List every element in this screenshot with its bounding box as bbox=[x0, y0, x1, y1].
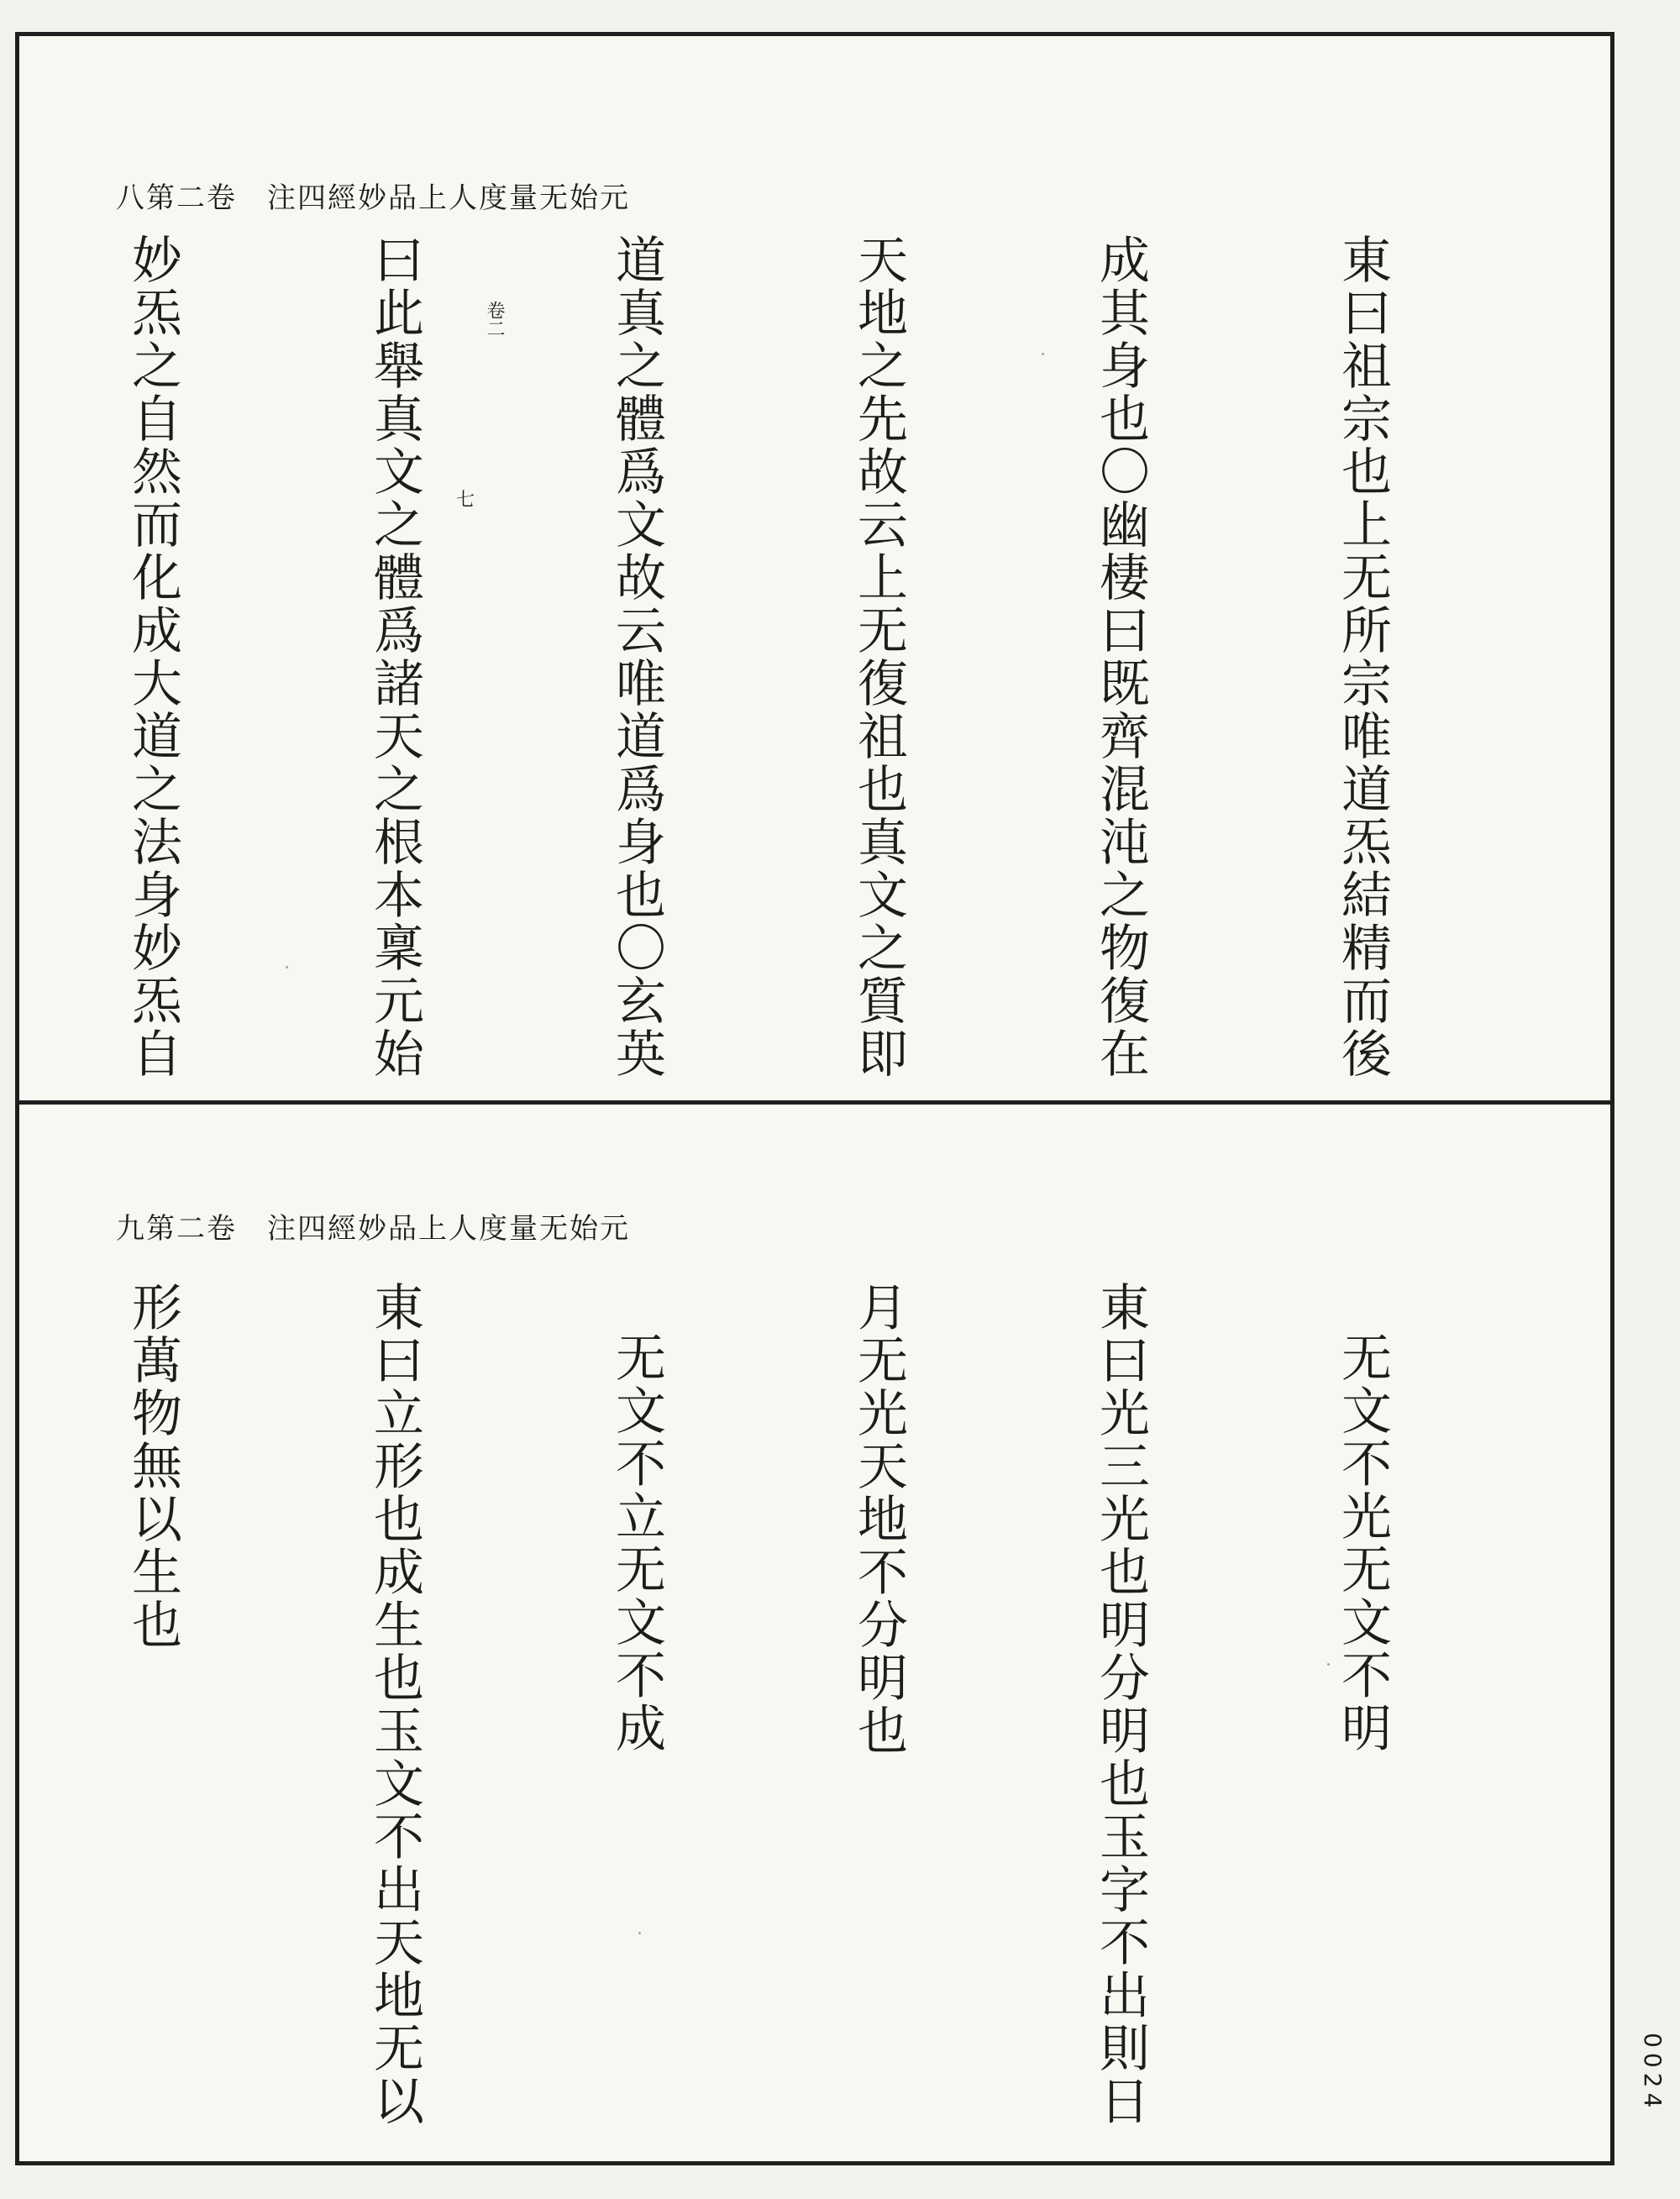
scan-speck bbox=[638, 1932, 641, 1934]
text-column: 月无光天地不分明也 bbox=[849, 1281, 908, 1757]
upper-page bbox=[15, 32, 1614, 1100]
scripture-verse: 无文不立无文不成 bbox=[607, 1331, 666, 1755]
page-number: 0024 bbox=[1639, 2033, 1667, 2113]
page-header: 元始无量度人上品妙經四注 卷二第八 bbox=[116, 181, 630, 215]
scan-speck bbox=[1042, 353, 1044, 355]
marginal-note: 七 bbox=[456, 490, 475, 511]
scan-speck bbox=[1327, 1663, 1330, 1666]
page-header: 元始无量度人上品妙經四注 卷二第九 bbox=[116, 1212, 630, 1246]
text-column: 成其身也〇幽棲曰既齊混沌之物復在 bbox=[1091, 234, 1150, 1080]
text-column: 妙炁之自然而化成大道之法身妙炁自 bbox=[123, 234, 182, 1080]
text-column: 形萬物無以生也 bbox=[123, 1281, 182, 1651]
vertical-text-block bbox=[66, 234, 1564, 1080]
scan-speck bbox=[286, 966, 288, 968]
text-column: 天地之先故云上无復祖也真文之質即 bbox=[849, 234, 908, 1080]
text-column: 東曰祖宗也上无所宗唯道炁結精而後 bbox=[1333, 234, 1392, 1080]
marginal-note: 卷二 bbox=[484, 301, 505, 338]
lower-page bbox=[15, 1105, 1614, 2165]
text-column: 東曰立形也成生也玉文不出天地无以 bbox=[365, 1281, 424, 2128]
scripture-verse: 无文不光无文不明 bbox=[1333, 1331, 1392, 1755]
text-column: 道真之體爲文故云唯道爲身也〇玄英 bbox=[607, 234, 666, 1080]
text-column: 曰此舉真文之體爲諸天之根本稟元始 bbox=[365, 234, 424, 1080]
vertical-text-block bbox=[66, 1281, 1564, 2146]
text-column: 東曰光三光也明分明也玉字不出則日 bbox=[1091, 1281, 1150, 2128]
